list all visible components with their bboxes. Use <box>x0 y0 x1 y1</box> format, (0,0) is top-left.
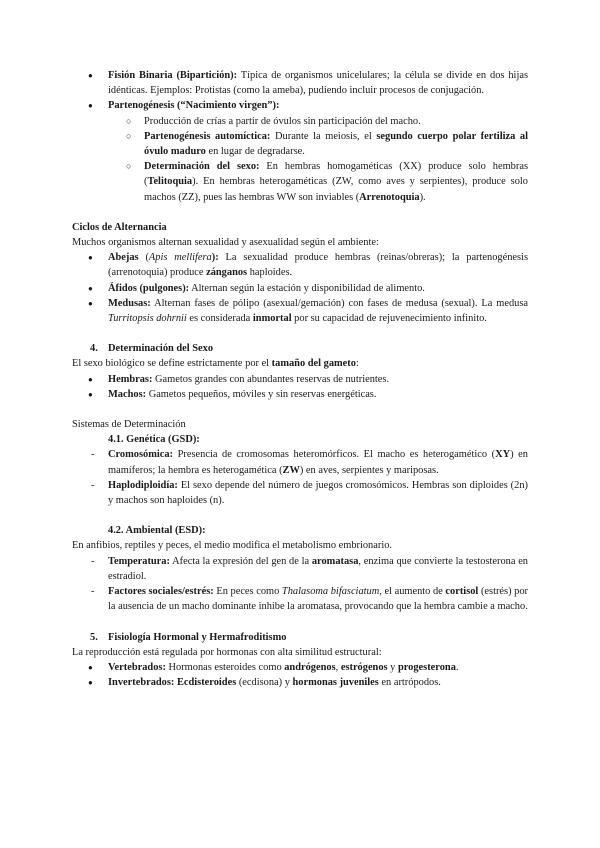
bullet-icon: ● <box>88 298 93 308</box>
fisiologia-intro: La reproducción está regulada por hormonas con alta similitud estructural: <box>72 646 382 658</box>
dash-item-haplodiploidia: - Haplodiploidía: El sexo depende del número de juegos cromosómicos. Hembras son diploides (2n) y machos son haploides (n). <box>91 479 528 507</box>
list-item-medusas: ● Medusas: Alternan fases de pólipo (asexual/gemación) con fases de medusa (sexual). La medusa Turritopsis dohrnii es considerada inmortal por su capacidad de rejuvenecimiento infinito. <box>88 297 528 325</box>
list-item-vertebrados: ● Vertebrados: Hormonas esteroides como andrógenos, estrógenos y progesterona. <box>0 660 600 675</box>
bullet-icon: ● <box>88 662 93 672</box>
dash-icon: - <box>91 555 95 567</box>
determinacion-intro: El sexo biológico se define estrictamente por el tamaño del gameto: <box>72 358 359 370</box>
bullet-icon: ● <box>88 253 93 263</box>
subsection-heading-gsd: 4.1. Genética (GSD): <box>108 434 200 446</box>
subsection-heading-esd: 4.2. Ambiental (ESD): <box>108 525 206 537</box>
circle-bullet-icon: ○ <box>126 130 132 141</box>
list-item-afidos: ● Áfidos (pulgones): Alternan según la estación y disponibilidad de alimento. <box>0 281 600 296</box>
list-item-fision: ● Fisión Binaria (Bipartición): Típica de organismos unicelulares; la célula se divide en dos hijas idénticas. Ejemplos: Protistas (como la ameba), pudiendo incluir procesos de conjugación. <box>88 70 528 97</box>
dash-icon: - <box>91 586 95 598</box>
section-heading-ciclos: Ciclos de Alternancia <box>72 221 167 233</box>
circle-bullet-icon: ○ <box>126 161 132 172</box>
dash-icon: - <box>91 479 95 491</box>
section-heading-fisiologia: 5. Fisiología Hormonal y Hermafroditismo <box>90 631 287 643</box>
dash-icon: - <box>91 449 95 461</box>
sistemas-heading: Sistemas de Determinación <box>72 419 186 431</box>
bullet-icon: ● <box>88 374 93 384</box>
sub-item-automictica: ○ Partenogénesis automíctica: Durante la meiosis, el segundo cuerpo polar fertiliza al óvulo maduro en lugar de degradarse. <box>126 130 528 158</box>
bullet-icon: ● <box>88 101 93 111</box>
list-item-abejas: ● Abejas (Apis mellifera): La sexualidad produce hembras (reinas/obreras); la partenogénesis (arrenotoquia) produce zánganos haploides. <box>88 252 528 279</box>
section-heading-determinacion: 4. Determinación del Sexo <box>90 343 214 355</box>
dash-item-factores-sociales: - Factores sociales/estrés: En peces como Thalasoma bifasciatum, el aumento de cortisol (estrés) por la ausencia de un macho dominante inhibe la aromatasa, provocando que la hembra cambie a macho. <box>91 586 529 613</box>
bullet-icon: ● <box>88 283 93 293</box>
bullet-icon: ● <box>88 71 93 80</box>
dash-item-temperatura: - Temperatura: Afecta la expresión del gen de la aromatasa, enzima que convierte la testosterona en estradiol. <box>91 555 529 582</box>
sub-item-determinacion: ○ Determinación del sexo: En hembras homogaméticas (XX) produce solo hembras (Telitoquia). En hembras heterogaméticas (ZW, como aves y serpientes), produce solo machos (ZZ), pues las hembras WW son inviables (Arrenotoquia). <box>126 161 528 203</box>
esd-intro: En anfibios, reptiles y peces, el medio modifica el metabolismo embrionario. <box>72 540 392 552</box>
circle-bullet-icon: ○ <box>126 115 132 126</box>
list-item-invertebrados: ● Invertebrados: Ecdisteroides (ecdisona) y hormonas juveniles en artrópodos. <box>0 675 600 690</box>
dash-item-cromosomica: - Cromosómica: Presencia de cromosomas heteromórficos. El macho es heterogamético (XY) en mamíferos; la hembra es heterogamética (ZW) en aves, serpientes y mariposas. <box>91 449 528 476</box>
list-item-hembras: ● Hembras: Gametos grandes con abundantes reservas de nutrientes. <box>0 372 600 387</box>
ciclos-intro: Muchos organismos alternan sexualidad y asexualidad según el ambiente: <box>72 237 379 249</box>
bullet-icon: ● <box>88 678 93 688</box>
list-item-partenogenesis: ● Partenogénesis (“Nacimiento virgen”): <box>0 98 600 113</box>
list-item-machos: ● Machos: Gametos pequeños, móviles y sin reservas energéticas. <box>0 387 600 402</box>
bullet-icon: ● <box>88 389 93 399</box>
sub-item-produccion: ○ Producción de crías a partir de óvulos sin participación del macho. <box>0 114 600 129</box>
